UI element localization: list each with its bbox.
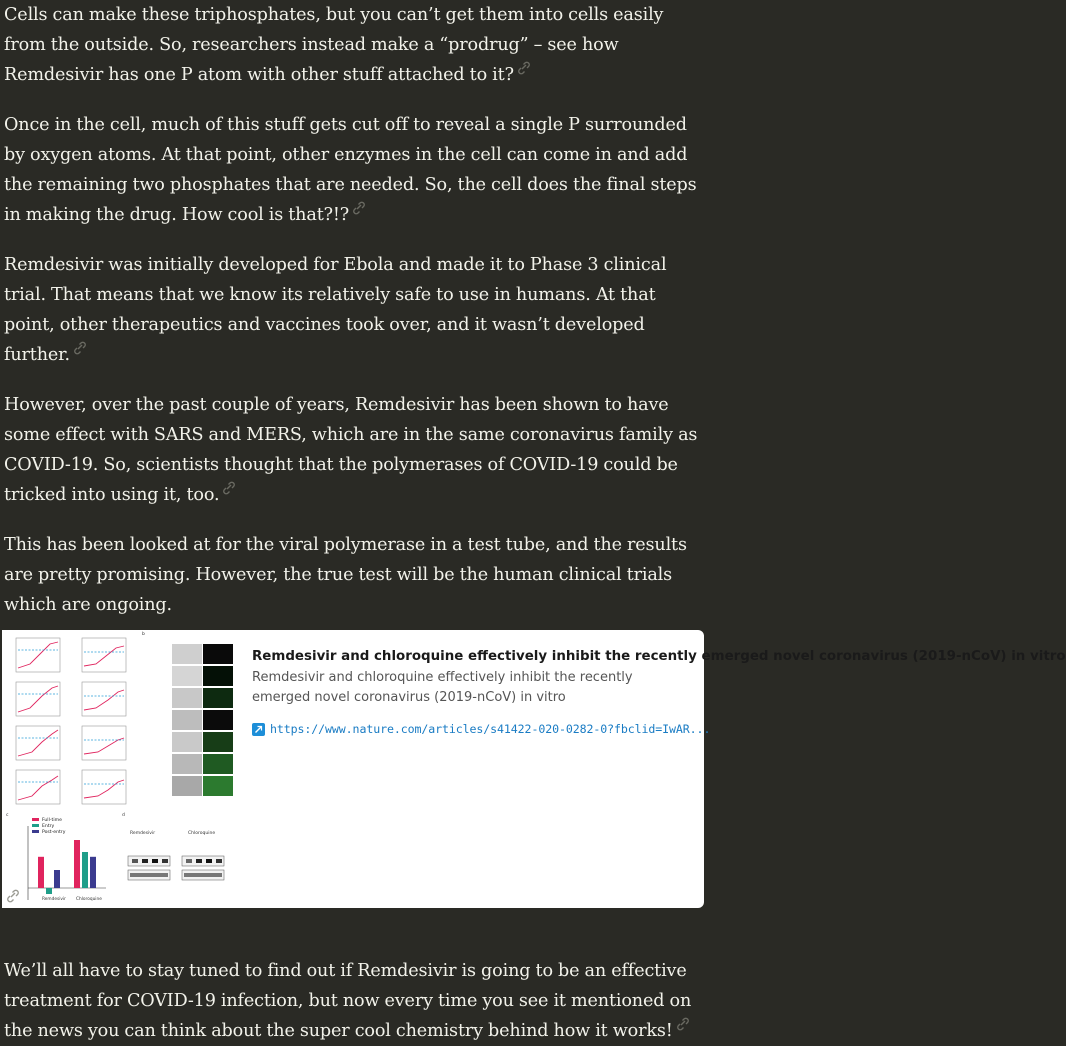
anchor-link-icon[interactable] xyxy=(352,202,366,214)
paragraph-text: We’ll all have to stay tuned to find out if Remdesivir is going to be an effective treatment for COVID-19 infection, but now every time you see it mentioned on the news you can think about the super cool chemistry behind how it works! xyxy=(4,961,692,1041)
blot-label: Chloroquine xyxy=(188,831,216,836)
article-figure-thumbnail xyxy=(2,630,242,908)
anchor-link-icon[interactable] xyxy=(676,1018,690,1030)
paragraph xyxy=(4,390,706,510)
external-link-icon xyxy=(252,723,265,736)
paragraph-text: However, over the past couple of years, Remdesivir has been shown to have some effect with SARS and MERS, which are in the same coronavirus family as COVID-19. So, scientists thought that the polymerases of COVID-19 could be tricked into using it, too. xyxy=(4,395,698,505)
svg-text:b: b xyxy=(142,632,145,637)
panel-d-label: d xyxy=(122,813,125,818)
panel-c-label: c xyxy=(6,813,9,818)
link-preview-title[interactable]: Remdesivir and chloroquine effectively inhibit the recently emerged novel coronavirus (2019-nCoV) in vitro xyxy=(252,649,1066,664)
paragraph xyxy=(4,0,706,90)
bar-category-label: Chloroquine xyxy=(76,897,102,902)
paragraph xyxy=(4,110,706,230)
paragraph-text: Cells can make these triphosphates, but you can’t get them into cells easily from the outside. So, researchers instead make a “prodrug” – see how Remdesivir has one P atom with other stuff attached to it? xyxy=(4,5,664,85)
anchor-link-icon[interactable] xyxy=(517,62,531,74)
legend-swatch xyxy=(32,824,39,827)
link-preview-url-row[interactable] xyxy=(252,722,711,736)
link-preview-text xyxy=(252,648,1066,736)
spacer xyxy=(4,908,706,956)
paragraph-text: This has been looked at for the viral polymerase in a test tube, and the results are pretty promising. However, the true test will be the human clinical trials which are ongoing. xyxy=(4,535,687,615)
figure-bar xyxy=(90,857,96,888)
paragraph-text: Remdesivir was initially developed for Ebola and made it to Phase 3 clinical trial. That means that we know its relatively safe to use in humans. At that point, other therapeutics and vaccines took over, and it wasn’t developed further. xyxy=(4,255,667,365)
legend-swatch xyxy=(32,818,39,821)
link-preview-description: Remdesivir and chloroquine effectively inhibit the recently emerged novel coronavirus (2019-nCoV) in vitro xyxy=(252,670,633,705)
paragraph-text: Once in the cell, much of this stuff gets cut off to reveal a single P surrounded by oxygen atoms. At that point, other enzymes in the cell can come in and add the remaining two phosphates that are needed. So, the cell does the final steps in making the drug. How cool is that?!? xyxy=(4,115,697,225)
figure-bar xyxy=(74,840,80,888)
legend-label: Full-time xyxy=(42,818,62,823)
paragraph xyxy=(4,250,706,370)
legend-label: Entry xyxy=(42,824,55,829)
legend-label: Post-entry xyxy=(42,830,66,835)
anchor-link-icon[interactable] xyxy=(73,342,87,354)
legend-swatch xyxy=(32,830,39,833)
link-preview-url[interactable]: https://www.nature.com/articles/s41422-020-0282-0?fbclid=IwAR... xyxy=(270,722,711,736)
bar-category-label: Remdesivir xyxy=(42,897,66,902)
figure-bar xyxy=(54,870,60,888)
anchor-link-icon[interactable] xyxy=(222,482,236,494)
figure-bar xyxy=(82,852,88,888)
anchor-link-icon[interactable] xyxy=(6,887,20,906)
figure-bar xyxy=(38,857,44,888)
figure-bar xyxy=(46,888,52,894)
link-preview-card[interactable] xyxy=(2,630,1066,908)
paragraph xyxy=(4,956,706,1046)
paragraph xyxy=(4,530,706,620)
blot-label: Remdesivir xyxy=(130,831,156,836)
